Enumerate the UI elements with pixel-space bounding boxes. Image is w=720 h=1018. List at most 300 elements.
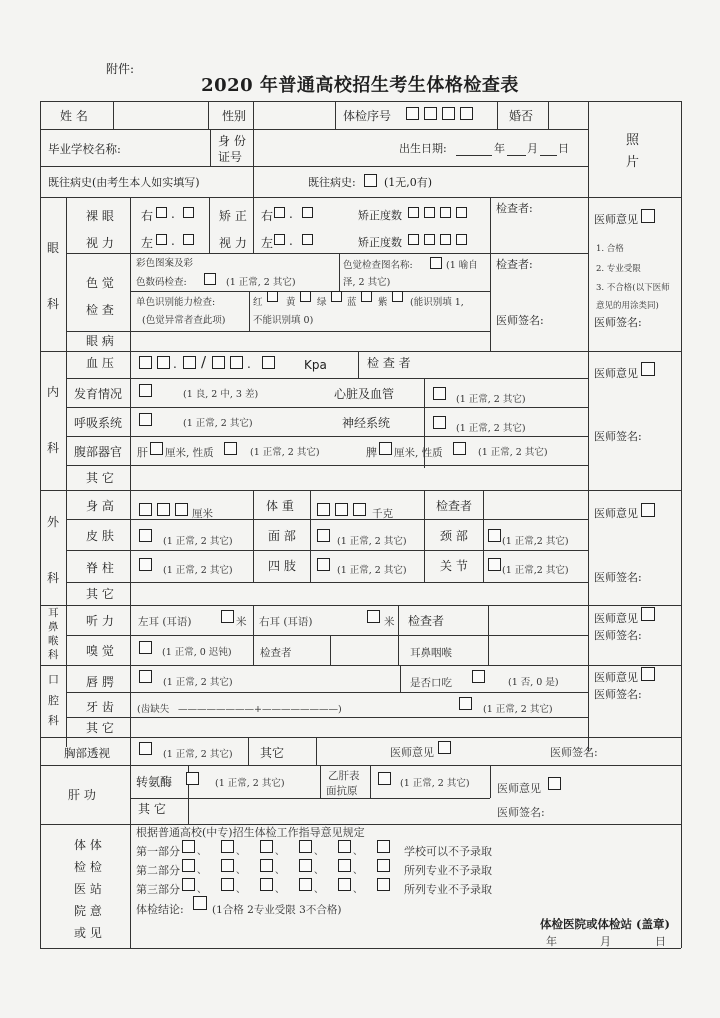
neck-box[interactable] <box>488 529 501 542</box>
weight-unit: 千克 <box>372 508 393 520</box>
lips-options: (1 正常, 2 其它) <box>163 677 233 688</box>
dot: . <box>171 234 175 248</box>
part2-label: 第二部分 <box>136 864 180 877</box>
color-digit-label: 色数码检查: <box>136 277 187 288</box>
doctor-opinion-box[interactable] <box>548 777 561 790</box>
corr-degree-box[interactable] <box>456 234 467 245</box>
grid-line <box>130 737 131 824</box>
neck-label: 颈 部 <box>440 529 468 543</box>
birth-label: 出生日期: <box>399 142 447 155</box>
corr-degree-box[interactable] <box>440 234 451 245</box>
exam-no-box[interactable] <box>460 107 473 120</box>
color-chart-options-2: 泽, 2 其它) <box>343 277 391 288</box>
part1-box[interactable] <box>182 840 195 853</box>
spleen-box[interactable] <box>379 442 392 455</box>
exam-no-label: 体检序号 <box>343 109 392 123</box>
photo-label: 照 <box>626 133 640 148</box>
right-eye-label-2: 右 <box>261 209 274 223</box>
stutter-label: 是否口吃 <box>410 677 452 689</box>
skin-label: 皮 肤 <box>86 529 114 543</box>
abdomen-label: 腹部器官 <box>74 445 123 459</box>
dot: . <box>289 234 293 248</box>
surgery-section-label: 外 <box>47 515 60 529</box>
left-eye-box[interactable] <box>156 234 167 245</box>
grid-line <box>400 665 401 692</box>
birth-year-line[interactable] <box>456 155 492 156</box>
birth-day-line[interactable] <box>540 155 557 156</box>
part3-box[interactable] <box>182 878 195 891</box>
grid-line <box>483 490 484 582</box>
heart-options: (1 正常, 2 其它) <box>456 394 526 405</box>
throat-label: 耳鼻咽喉 <box>410 647 452 659</box>
part3-box[interactable] <box>299 878 312 891</box>
grid-line <box>588 605 589 751</box>
eye-section-label: 科 <box>47 297 60 311</box>
dot: . <box>289 207 293 221</box>
grid-line <box>40 765 681 766</box>
hbsag-label-2: 面抗原 <box>326 785 358 797</box>
hbsag-options: (1 正常, 2 其它) <box>400 778 470 789</box>
mono-color-label: 单色识别能力检查: <box>136 297 216 308</box>
heart-box[interactable] <box>433 387 446 400</box>
oral-section-label: 口 <box>48 673 59 686</box>
comma: 、 <box>353 846 363 857</box>
purple-label: 紫 <box>378 297 388 308</box>
part3-label: 第三部分 <box>136 883 180 896</box>
teeth-options: (1 正常, 2 其它) <box>483 704 553 715</box>
corr-degree-box[interactable] <box>456 207 467 218</box>
grid-line <box>130 197 131 351</box>
form-title: 2020 年普通高校招生考生体格检查表 <box>201 75 519 96</box>
eye-option-1: 1. 合格 <box>596 244 624 254</box>
right-corr-box[interactable] <box>302 207 313 218</box>
birth-year-label: 年 <box>494 142 505 155</box>
comma: 、 <box>314 846 324 857</box>
bp-box[interactable] <box>262 356 275 369</box>
weight-box[interactable] <box>317 503 330 516</box>
weight-box[interactable] <box>353 503 366 516</box>
dot: . <box>173 357 177 371</box>
comma: 、 <box>275 865 285 876</box>
bp-box[interactable] <box>212 356 225 369</box>
examiner-label: 检查者 <box>436 499 473 513</box>
chest-box[interactable] <box>139 742 152 755</box>
surgery-section-label: 科 <box>47 571 60 585</box>
result-options: (1合格 2专业受限 3不合格) <box>212 904 342 916</box>
grid-line <box>370 765 371 798</box>
part1-result: 学校可以不予录取 <box>404 845 492 858</box>
grid-line <box>248 737 249 765</box>
face-box[interactable] <box>317 529 330 542</box>
part2-box[interactable] <box>260 859 273 872</box>
bp-box[interactable] <box>183 356 196 369</box>
grid-line <box>316 737 317 765</box>
oral-section-label: 科 <box>48 714 59 727</box>
growth-label: 发育情况 <box>74 387 123 401</box>
doctor-sig-label: 医师签名: <box>594 629 642 642</box>
doctor-opinion-box[interactable] <box>641 209 655 223</box>
liver-nature-box[interactable] <box>224 442 237 455</box>
internal-section-label: 内 <box>47 385 60 399</box>
skin-box[interactable] <box>139 529 152 542</box>
grid-line <box>130 351 131 490</box>
corr-degree-box[interactable] <box>424 234 435 245</box>
grid-line <box>66 635 588 636</box>
spleen-label: 脾 <box>366 446 377 459</box>
grid-line <box>40 490 681 491</box>
green-label: 绿 <box>317 297 327 308</box>
exam-no-box[interactable] <box>424 107 437 120</box>
doctor-opinion-box[interactable] <box>641 362 655 376</box>
grid-line <box>66 407 588 408</box>
yellow-label: 黄 <box>286 297 296 308</box>
alt-options: (1 正常, 2 其它) <box>215 778 285 789</box>
lips-label: 唇 腭 <box>86 675 114 689</box>
part2-box[interactable] <box>338 859 351 872</box>
hbsag-label: 乙肝表 <box>328 770 360 782</box>
internal-other-label: 其 它 <box>86 471 114 485</box>
doctor-sig-label: 医师签名: <box>594 316 642 329</box>
comma: 、 <box>275 884 285 895</box>
ent-section-label: 鼻 <box>48 621 59 633</box>
id-label: 身 份 <box>218 134 246 148</box>
comma: 、 <box>197 846 207 857</box>
part3-box[interactable] <box>221 878 234 891</box>
chest-options: (1 正常, 2 其它) <box>163 749 233 760</box>
doctor-opinion-box[interactable] <box>641 667 655 681</box>
doctor-opinion-box[interactable] <box>641 607 655 621</box>
left-eye-label-2: 左 <box>261 236 274 250</box>
grid-line <box>253 490 254 582</box>
limbs-label: 四 肢 <box>268 559 296 573</box>
grid-line <box>130 490 131 605</box>
chest-label: 胸部透视 <box>64 746 110 760</box>
grid-line <box>40 351 681 352</box>
left-ear-box[interactable] <box>221 610 234 623</box>
grid-line <box>66 550 588 551</box>
height-box[interactable] <box>175 503 188 516</box>
part2-box[interactable] <box>377 859 390 872</box>
comma: 、 <box>353 865 363 876</box>
right-ear-box[interactable] <box>367 610 380 623</box>
resp-box[interactable] <box>139 413 152 426</box>
vision-label-2: 视 力 <box>219 236 247 250</box>
stamp-day: 日 <box>655 935 666 948</box>
spleen-nature-box[interactable] <box>453 442 466 455</box>
nerve-label: 神经系统 <box>342 416 391 430</box>
grid-line <box>490 253 588 254</box>
frame-bottom <box>40 948 681 949</box>
yellow-box[interactable] <box>300 291 311 302</box>
part2-box[interactable] <box>182 859 195 872</box>
color-abnormal-note: (色觉异常者查此项) <box>142 315 226 326</box>
weight-label: 体 重 <box>266 499 294 513</box>
eye-option-3b: 意见的用涂类同) <box>596 301 659 311</box>
liver-cm-label: 厘米, 性质 <box>165 447 214 459</box>
part3-box[interactable] <box>338 878 351 891</box>
stamp-year: 年 <box>546 935 557 948</box>
red-box[interactable] <box>267 291 278 302</box>
exam-no-box[interactable] <box>406 107 419 120</box>
grid-line <box>210 129 211 166</box>
purple-box[interactable] <box>392 291 403 302</box>
color-sense-label: 色 觉 <box>86 276 114 290</box>
weight-box[interactable] <box>335 503 348 516</box>
birth-month-line[interactable] <box>507 155 526 156</box>
color-chart-options: (1 喻自 <box>446 260 478 271</box>
heart-label: 心脏及血管 <box>334 387 395 401</box>
growth-box[interactable] <box>139 384 152 397</box>
doctor-opinion-label: 医师意见 <box>594 507 638 520</box>
growth-options: (1 良, 2 中, 3 差) <box>183 389 259 400</box>
grid-line <box>330 635 331 665</box>
neck-options: (1 正常,2 其它) <box>502 536 569 547</box>
face-options: (1 正常, 2 其它) <box>337 536 407 547</box>
meter-label: 米 <box>384 616 395 628</box>
corr-degree-label: 矫正度数 <box>358 236 402 249</box>
married-label: 婚否 <box>509 109 534 123</box>
part1-box[interactable] <box>377 840 390 853</box>
bp-box[interactable] <box>139 356 152 369</box>
part3-box[interactable] <box>260 878 273 891</box>
right-eye-label: 右 <box>141 209 154 223</box>
comma: 、 <box>236 846 246 857</box>
part2-box[interactable] <box>299 859 312 872</box>
part1-box[interactable] <box>299 840 312 853</box>
right-corr-box[interactable] <box>274 207 285 218</box>
smell-label: 嗅 觉 <box>86 644 114 658</box>
nerve-box[interactable] <box>433 416 446 429</box>
height-unit: 厘米 <box>192 508 213 520</box>
examiner-label: 检查者: <box>496 258 533 271</box>
history-box[interactable] <box>364 174 377 187</box>
grid-line <box>66 692 588 693</box>
id-label: 证号 <box>218 150 243 164</box>
photo-label: 片 <box>626 155 640 170</box>
grid-line <box>588 197 589 351</box>
corr-degree-box[interactable] <box>424 207 435 218</box>
ent-section-label: 科 <box>48 649 59 661</box>
red-label: 红 <box>253 297 263 308</box>
corr-degree-box[interactable] <box>408 234 419 245</box>
corrected-label: 矫 正 <box>219 209 247 223</box>
bp-slash: / <box>201 353 207 371</box>
left-eye-box[interactable] <box>183 234 194 245</box>
color-digit-options: (1 正常, 2 其它) <box>226 277 296 288</box>
resp-label: 呼吸系统 <box>74 416 123 430</box>
surgery-other-label: 其 它 <box>86 587 114 601</box>
face-label: 面 部 <box>268 529 296 543</box>
grid-line <box>66 582 588 583</box>
grid-line <box>66 253 490 254</box>
dot: . <box>171 207 175 221</box>
grid-line <box>40 665 681 666</box>
grid-line <box>113 101 114 129</box>
gender-label: 性别 <box>222 109 247 123</box>
part1-label: 第一部分 <box>136 845 180 858</box>
identify-note: (能识别填 1, <box>410 297 464 308</box>
vision-label: 视 力 <box>86 236 114 250</box>
joint-label: 关 节 <box>440 559 468 573</box>
blue-box[interactable] <box>361 291 372 302</box>
grid-line <box>490 197 491 351</box>
smell-box[interactable] <box>139 641 152 654</box>
joint-box[interactable] <box>488 558 501 571</box>
part1-box[interactable] <box>338 840 351 853</box>
frame-top <box>40 101 681 102</box>
left-corr-box[interactable] <box>302 234 313 245</box>
right-eye-box[interactable] <box>183 207 194 218</box>
limbs-box[interactable] <box>317 558 330 571</box>
teeth-diagram: ————————+————————) <box>178 704 342 715</box>
grid-line <box>208 101 209 129</box>
doctor-sig-label: 医师签名: <box>594 571 642 584</box>
ent-section-label: 喉 <box>48 635 59 647</box>
color-chart-label: 色觉检查图名称: <box>343 260 413 271</box>
name-label: 姓 名 <box>60 109 88 123</box>
grid-line <box>588 490 589 605</box>
green-box[interactable] <box>331 291 342 302</box>
doctor-opinion-box[interactable] <box>438 741 451 754</box>
lips-box[interactable] <box>139 670 152 683</box>
part1-box[interactable] <box>260 840 273 853</box>
bp-unit: Kpa <box>304 358 327 372</box>
teeth-label: 牙 齿 <box>86 700 114 714</box>
height-label: 身 高 <box>86 499 114 513</box>
corr-degree-box[interactable] <box>440 207 451 218</box>
part2-box[interactable] <box>221 859 234 872</box>
bp-box[interactable] <box>230 356 243 369</box>
conclusion-label: 医 站 <box>74 882 102 896</box>
height-box[interactable] <box>157 503 170 516</box>
bp-box[interactable] <box>157 356 170 369</box>
grid-line <box>66 436 588 437</box>
hbsag-box[interactable] <box>378 772 391 785</box>
grid-line <box>130 824 131 948</box>
teeth-box[interactable] <box>459 697 472 710</box>
exam-no-box[interactable] <box>442 107 455 120</box>
grid-line <box>588 101 589 197</box>
grid-line <box>209 197 210 253</box>
history-options: (1无,0有) <box>384 176 433 189</box>
comma: 、 <box>197 865 207 876</box>
liver-box[interactable] <box>150 442 163 455</box>
skin-options: (1 正常, 2 其它) <box>163 536 233 547</box>
frame-left <box>40 101 41 948</box>
naked-label: 裸 眼 <box>86 209 114 223</box>
school-label: 毕业学校名称: <box>48 142 121 156</box>
doctor-sig-label: 医师签名: <box>497 806 545 819</box>
color-digit-box[interactable] <box>204 273 216 285</box>
teeth-missing-label: (齿缺失 <box>137 704 170 715</box>
grid-line <box>66 331 490 332</box>
grid-line <box>130 798 490 799</box>
part2-result: 所列专业不予录取 <box>404 864 492 877</box>
grid-line <box>320 765 321 798</box>
smell-options: (1 正常, 0 迟钝) <box>162 647 232 658</box>
left-corr-box[interactable] <box>274 234 285 245</box>
hearing-label: 听 力 <box>86 614 114 628</box>
stutter-box[interactable] <box>472 670 485 683</box>
result-box[interactable] <box>193 896 207 910</box>
comma: 、 <box>353 884 363 895</box>
right-eye-box[interactable] <box>156 207 167 218</box>
stamp-month: 月 <box>600 935 611 948</box>
comma: 、 <box>314 884 324 895</box>
grid-line <box>66 519 588 520</box>
corr-degree-box[interactable] <box>408 207 419 218</box>
grid-line <box>310 490 311 582</box>
history-label-2: 既往病史: <box>308 176 356 189</box>
part1-box[interactable] <box>221 840 234 853</box>
comma: 、 <box>236 865 246 876</box>
grid-line <box>40 824 681 825</box>
blue-label: 蓝 <box>347 297 357 308</box>
eye-section-label: 眼 <box>47 241 60 255</box>
liver-func-label: 肝 功 <box>68 788 96 802</box>
grid-line <box>335 101 336 129</box>
comma: 、 <box>197 884 207 895</box>
examiner-label: 检 查 者 <box>367 356 411 370</box>
part3-box[interactable] <box>377 878 390 891</box>
grid-line <box>40 197 681 198</box>
comma: 、 <box>275 846 285 857</box>
grid-line <box>40 129 588 130</box>
comma: 、 <box>236 884 246 895</box>
doctor-opinion-box[interactable] <box>641 503 655 517</box>
conclusion-label: 院 意 <box>74 904 102 918</box>
grid-line <box>424 490 425 582</box>
stamp-label: 体检医院或体检站 (盖章) <box>540 917 670 931</box>
spleen-options: (1 正常, 2 其它) <box>478 447 548 458</box>
chest-other-label: 其它 <box>260 746 285 760</box>
result-label: 体检结论: <box>136 903 184 916</box>
doctor-opinion-label: 医师意见 <box>594 367 638 380</box>
conclusion-label: 体 体 <box>74 838 102 852</box>
grid-line <box>253 101 254 197</box>
eye-disease-label: 眼 病 <box>86 334 114 348</box>
doctor-opinion-label: 医师意见 <box>594 213 638 226</box>
doctor-sig-label: 医师签名: <box>496 314 544 327</box>
birth-day-label: 日 <box>558 142 569 155</box>
color-chart-box[interactable] <box>430 257 442 269</box>
doctor-opinion-label: 医师意见 <box>594 612 638 625</box>
eye-option-3: 3. 不合格(以下医师 <box>596 283 670 293</box>
spine-options: (1 正常, 2 其它) <box>163 565 233 576</box>
joint-options: (1 正常,2 其它) <box>502 565 569 576</box>
doctor-opinion-label: 医师意见 <box>497 782 541 795</box>
left-eye-label: 左 <box>141 236 154 250</box>
spine-label: 脊 柱 <box>86 561 114 575</box>
grid-line <box>358 351 359 378</box>
doctor-opinion-label: 医师意见 <box>390 746 434 759</box>
alt-box[interactable] <box>186 772 199 785</box>
liver-options: (1 正常, 2 其它) <box>250 447 320 458</box>
alt-label: 转氨酶 <box>136 775 173 789</box>
eye-option-2: 2. 专业受限 <box>596 264 641 274</box>
grid-line <box>40 737 681 738</box>
spine-box[interactable] <box>139 558 152 571</box>
grid-line <box>249 291 250 331</box>
grid-line <box>490 765 491 798</box>
doctor-opinion-label: 医师意见 <box>594 671 638 684</box>
height-box[interactable] <box>139 503 152 516</box>
grid-line <box>66 465 588 466</box>
examiner-label: 检查者: <box>496 202 533 215</box>
grid-line <box>40 166 588 167</box>
nerve-options: (1 正常, 2 其它) <box>456 423 526 434</box>
grid-line <box>66 378 588 379</box>
